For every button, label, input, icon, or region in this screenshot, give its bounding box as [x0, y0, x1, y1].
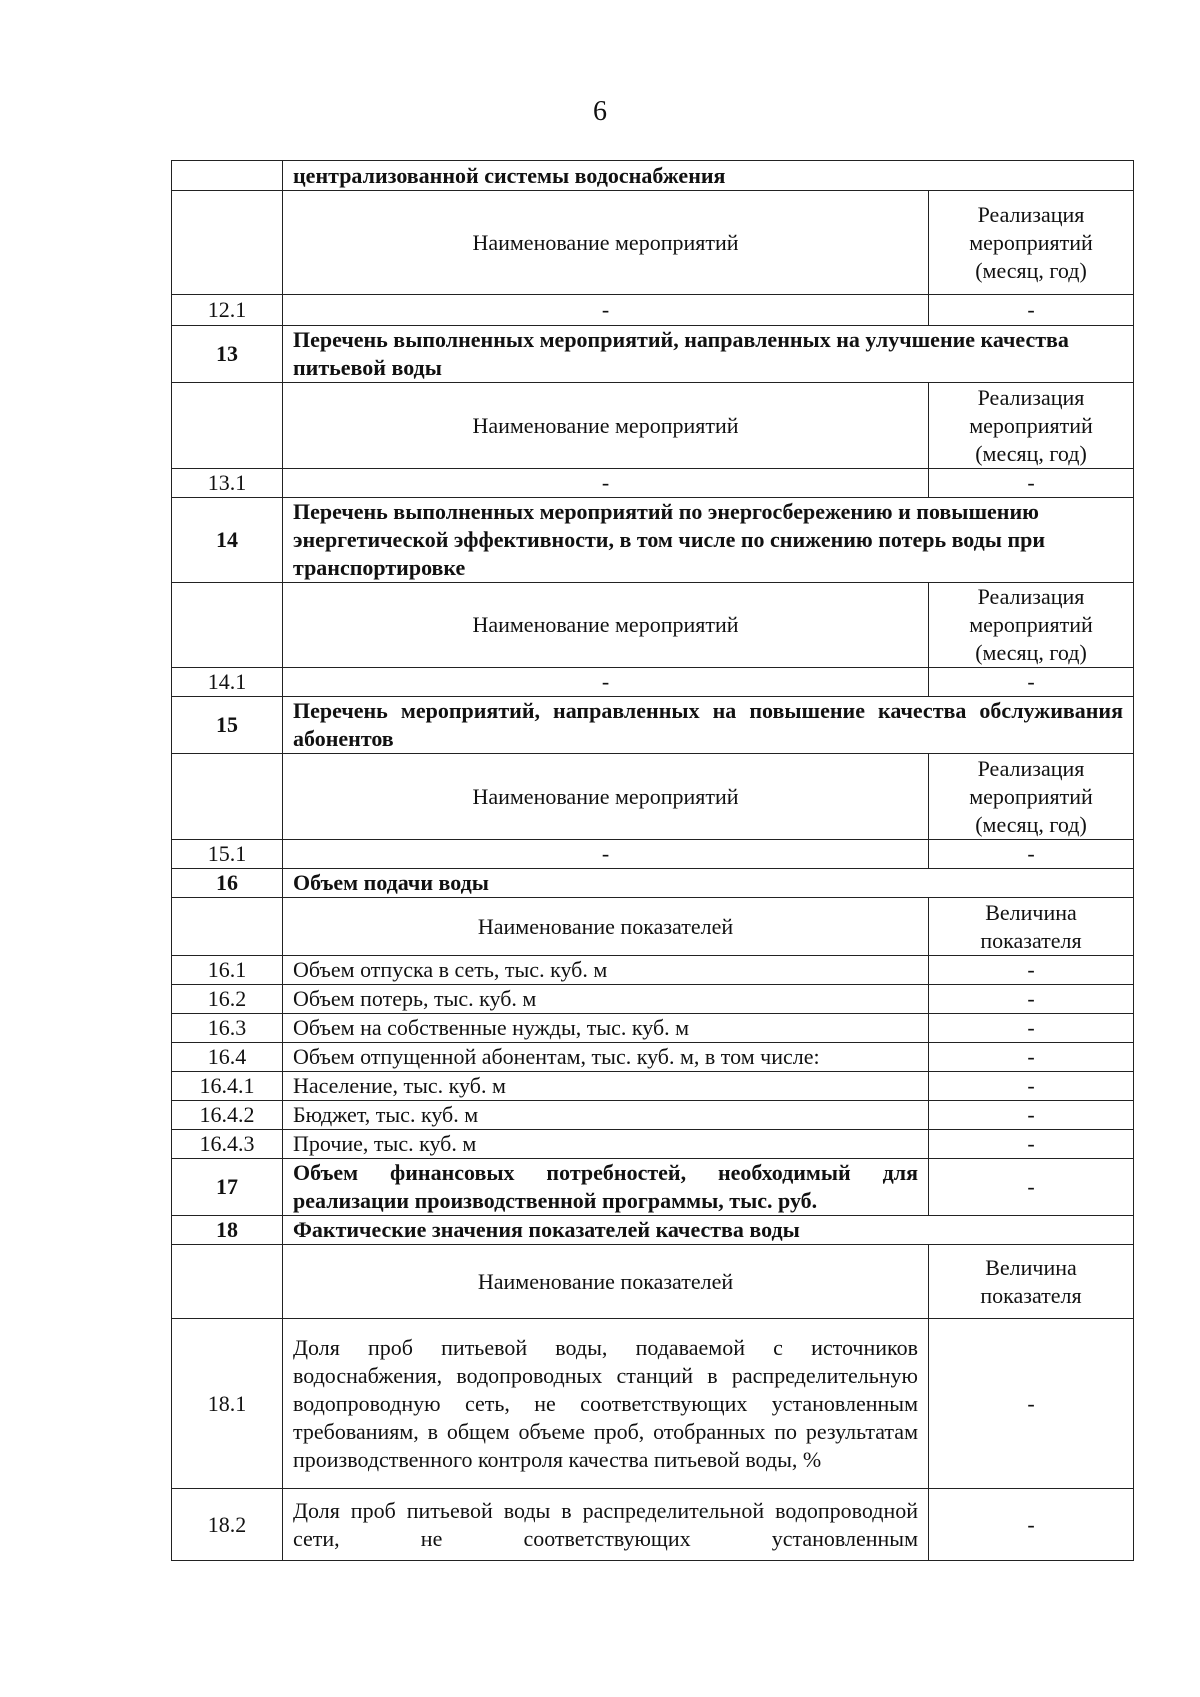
row-value: -: [929, 469, 1134, 498]
header-name-measures: Наименование мероприятий: [283, 191, 929, 295]
table-row: [172, 985, 1134, 1014]
section-15-row: [172, 697, 1134, 754]
table-row: [172, 1101, 1134, 1130]
row-name: -: [283, 469, 929, 498]
section-title: Перечень выполненных мероприятий по энергосбережению и повышению энергетической эффективности, в том числе по снижению потерь воды при транспортировке: [283, 498, 1134, 583]
table-row: [172, 1489, 1134, 1561]
table-row: [172, 1319, 1134, 1489]
table-row: [172, 1072, 1134, 1101]
row-number: 18.2: [172, 1489, 283, 1561]
row-value: -: [929, 295, 1134, 326]
section-title: Объем финансовых потребностей, необходимый для реализации производственной программы, тыс. руб.: [283, 1159, 929, 1216]
row-number: 14.1: [172, 668, 283, 697]
header-row: [172, 383, 1134, 469]
section-17-row: [172, 1159, 1134, 1216]
section-number: 14: [172, 498, 283, 583]
header-name-measures: Наименование мероприятий: [283, 583, 929, 668]
page-number: 6: [593, 96, 607, 127]
row-name: Доля проб питьевой воды в распределительной водопроводной сети, не соответствующих установленным: [283, 1489, 929, 1561]
header-row: [172, 898, 1134, 956]
row-number: 15.1: [172, 840, 283, 869]
section-number: 17: [172, 1159, 283, 1216]
row-value: -: [929, 1072, 1134, 1101]
section-number: 18: [172, 1216, 283, 1245]
header-name-measures: Наименование мероприятий: [283, 754, 929, 840]
section-number: 16: [172, 869, 283, 898]
section-title: Перечень мероприятий, направленных на повышение качества обслуживания абонентов: [283, 697, 1134, 754]
section-title: централизованной системы водоснабжения: [283, 161, 1134, 191]
header-row: [172, 191, 1134, 295]
row-value: -: [929, 1159, 1134, 1216]
section-16-row: [172, 869, 1134, 898]
table-row: [172, 295, 1134, 326]
row-number: 16.1: [172, 956, 283, 985]
header-realization: Реализация мероприятий (месяц, год): [929, 754, 1134, 840]
header-name-indicators: Наименование показателей: [283, 898, 929, 956]
section-title: Объем подачи воды: [283, 869, 1134, 898]
row-number: 16.4.1: [172, 1072, 283, 1101]
header-name-indicators: Наименование показателей: [283, 1245, 929, 1319]
section-13-row: [172, 326, 1134, 383]
table-row: [172, 956, 1134, 985]
header-row: [172, 583, 1134, 668]
section-title: Перечень выполненных мероприятий, направленных на улучшение качества питьевой воды: [283, 326, 1134, 383]
header-name-measures: Наименование мероприятий: [283, 383, 929, 469]
row-name: Объем отпуска в сеть, тыс. куб. м: [283, 956, 929, 985]
row-number: 18.1: [172, 1319, 283, 1489]
row-name: -: [283, 295, 929, 326]
header-row: [172, 754, 1134, 840]
section-number: 13: [172, 326, 283, 383]
row-value: -: [929, 956, 1134, 985]
row-number: 16.2: [172, 985, 283, 1014]
row-value: -: [929, 1101, 1134, 1130]
row-number: 12.1: [172, 295, 283, 326]
header-value: Величина показателя: [929, 898, 1134, 956]
row-value: -: [929, 1319, 1134, 1489]
row-name: -: [283, 668, 929, 697]
table-row: [172, 469, 1134, 498]
header-realization: Реализация мероприятий (месяц, год): [929, 583, 1134, 668]
section-number: 15: [172, 697, 283, 754]
row-name: Прочие, тыс. куб. м: [283, 1130, 929, 1159]
program-table: [171, 160, 1134, 1561]
row-value: -: [929, 1043, 1134, 1072]
row-value: -: [929, 840, 1134, 869]
section-14-row: [172, 498, 1134, 583]
header-realization: Реализация мероприятий (месяц, год): [929, 191, 1134, 295]
row-name: Объем на собственные нужды, тыс. куб. м: [283, 1014, 929, 1043]
row-number: 16.3: [172, 1014, 283, 1043]
row-name: Объем отпущенной абонентам, тыс. куб. м, в том числе:: [283, 1043, 929, 1072]
section-title: Фактические значения показателей качества воды: [283, 1216, 1134, 1245]
table-row: [172, 840, 1134, 869]
header-realization: Реализация мероприятий (месяц, год): [929, 383, 1134, 469]
row-number: 16.4.3: [172, 1130, 283, 1159]
section-12-row: [172, 161, 1134, 191]
row-value: -: [929, 1014, 1134, 1043]
row-name: Доля проб питьевой воды, подаваемой с источников водоснабжения, водопроводных станций в распределительную водопроводную сеть, не соответствующих установленным требованиям, в общем объеме проб, отобранных по результатам производственного контроля качества питьевой воды, %: [283, 1319, 929, 1489]
row-name: Население, тыс. куб. м: [283, 1072, 929, 1101]
row-value: -: [929, 1130, 1134, 1159]
table-row: [172, 1043, 1134, 1072]
row-value: -: [929, 668, 1134, 697]
row-name: Объем потерь, тыс. куб. м: [283, 985, 929, 1014]
row-value: -: [929, 985, 1134, 1014]
section-18-row: [172, 1216, 1134, 1245]
row-name: Бюджет, тыс. куб. м: [283, 1101, 929, 1130]
row-number: 16.4.2: [172, 1101, 283, 1130]
header-row: [172, 1245, 1134, 1319]
header-value: Величина показателя: [929, 1245, 1134, 1319]
row-number: [172, 161, 283, 191]
table-row: [172, 1014, 1134, 1043]
table-row: [172, 1130, 1134, 1159]
row-name: -: [283, 840, 929, 869]
row-value: -: [929, 1489, 1134, 1561]
row-number: 16.4: [172, 1043, 283, 1072]
row-number: 13.1: [172, 469, 283, 498]
table-row: [172, 668, 1134, 697]
